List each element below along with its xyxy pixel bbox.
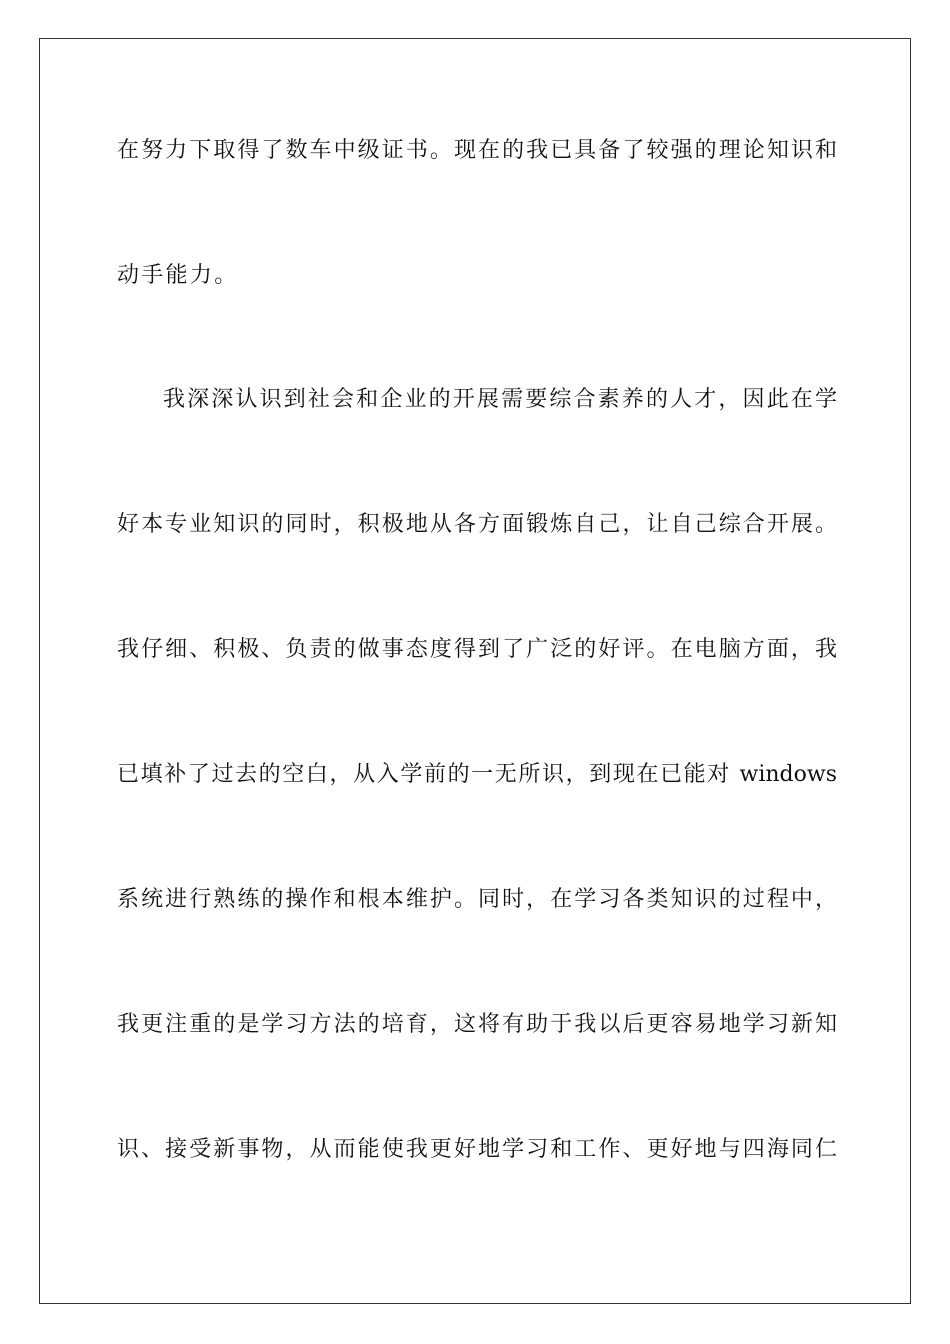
paragraph-line-4: 好本专业知识的同时，积极地从各方面锻炼自己，让自己综合开展。 xyxy=(117,512,837,537)
paragraph-line-8: 我更注重的是学习方法的培育，这将有助于我以后更容易地学习新知 xyxy=(117,1012,837,1037)
paragraph-line-2: 动手能力。 xyxy=(117,263,239,288)
paragraph-line-7: 系统进行熟练的操作和根本维护。同时，在学习各类知识的过程中， xyxy=(117,887,837,912)
paragraph-line-5: 我仔细、积极、负责的做事态度得到了广泛的好评。在电脑方面，我 xyxy=(117,637,837,662)
page-frame xyxy=(39,38,911,1304)
paragraph-line-6: 已填补了过去的空白，从入学前的一无所识，到现在已能对 windows xyxy=(117,762,837,787)
paragraph-line-1: 在努力下取得了数车中级证书。现在的我已具备了较强的理论知识和 xyxy=(117,138,837,163)
paragraph-line-3: 我深深认识到社会和企业的开展需要综合素养的人才，因此在学 xyxy=(163,387,837,412)
paragraph-line-9: 识、接受新事物，从而能使我更好地学习和工作、更好地与四海同仁 xyxy=(117,1137,837,1162)
